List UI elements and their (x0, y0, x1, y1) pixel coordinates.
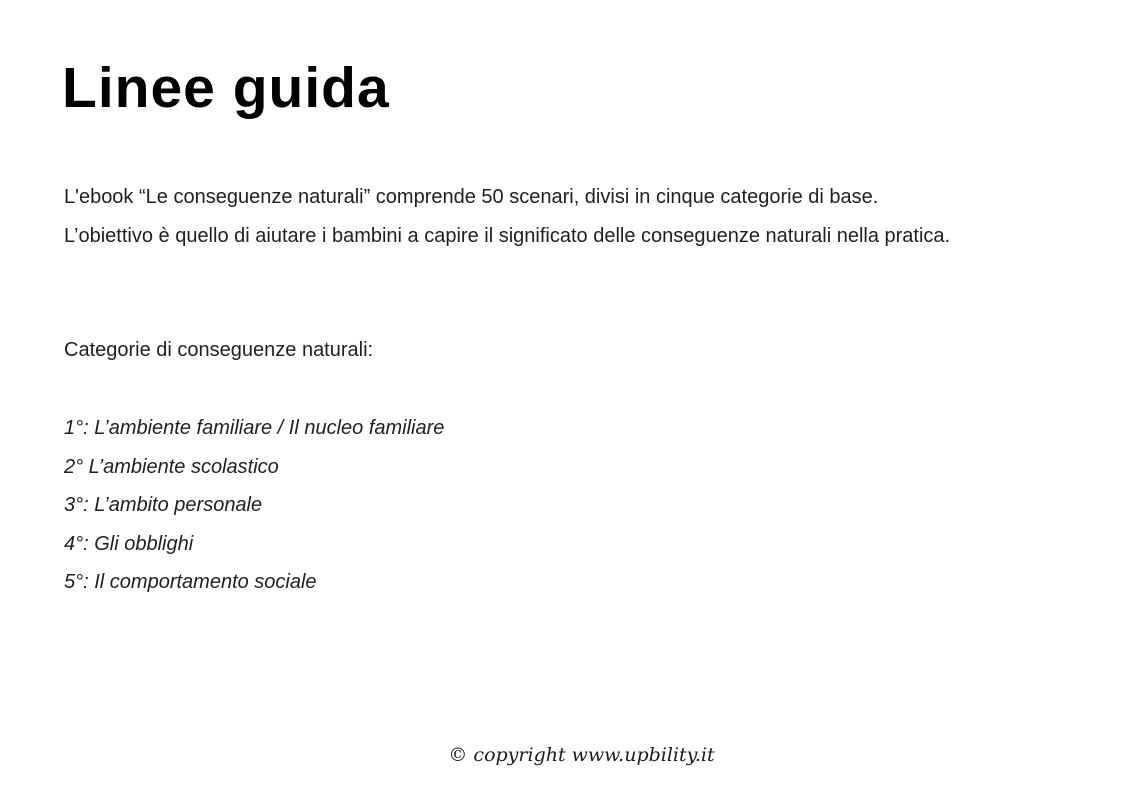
category-item-5: 5°: Il comportamento sociale (64, 571, 317, 594)
intro-line-2: L’obiettivo è quello di aiutare i bambini a capire il significato delle conseguenze naturali nella pratica. (64, 224, 951, 247)
copyright-footer: © copyright www.upbility.it (448, 744, 715, 766)
intro-paragraphs (64, 178, 1083, 255)
page-title: Linee guida (62, 56, 390, 120)
category-item-4: 4°: Gli obblighi (64, 532, 194, 555)
categories-list (64, 409, 1083, 602)
category-item-1: 1°: L’ambiente familiare / Il nucleo familiare (64, 417, 445, 439)
category-item-2: 2° L’ambiente scolastico (64, 455, 279, 478)
intro-line-1: L'ebook “Le conseguenze naturali” comprende 50 scenari, divisi in cinque categorie di base. (64, 186, 879, 208)
categories-heading: Categorie di conseguenze naturali: (64, 339, 374, 361)
category-item-3: 3°: L’ambito personale (64, 494, 263, 517)
